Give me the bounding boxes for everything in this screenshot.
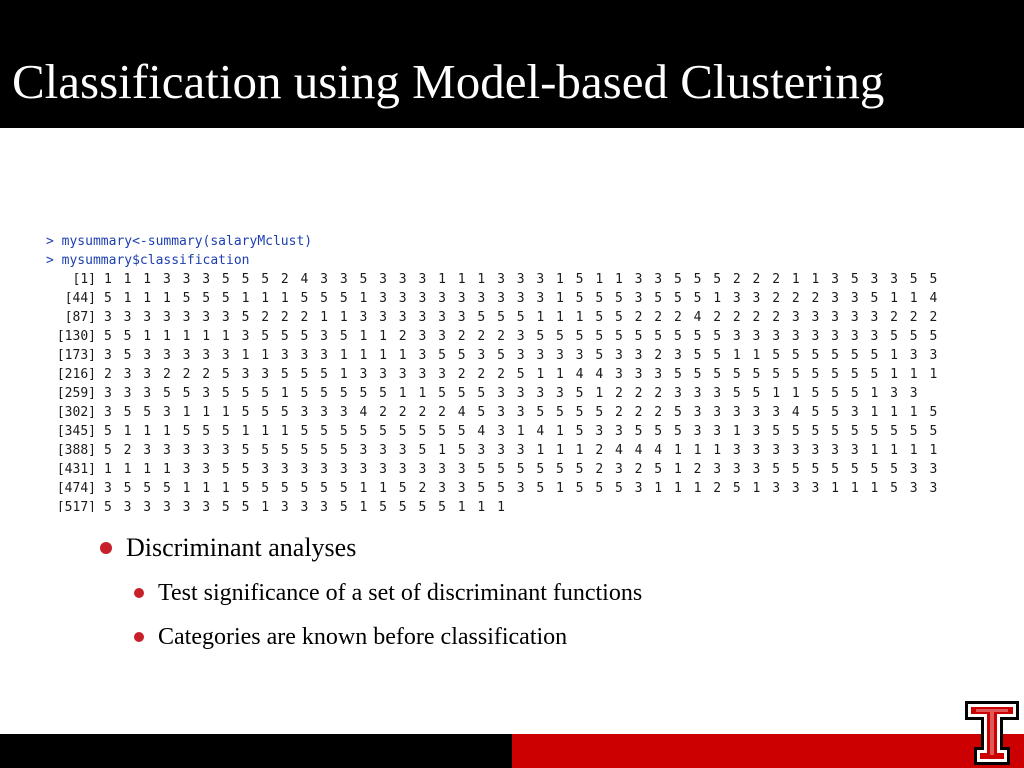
row-index: [259] (56, 386, 96, 401)
row-values: 1 1 1 3 3 3 5 5 5 2 4 3 3 5 3 3 3 1 1 1 3 3 3 1 5 1 1 3 3 5 5 5 2 2 2 1 1 3 5 3 3 5 5 (104, 272, 938, 287)
console-row (46, 327, 966, 346)
console-row (46, 498, 966, 512)
row-index: [130] (56, 329, 96, 344)
console-row (46, 289, 966, 308)
bullet-list (100, 530, 980, 654)
bullet-text: Discriminant analyses (126, 533, 357, 562)
console-row (46, 270, 966, 289)
row-values: 2 3 3 2 2 2 5 3 3 5 5 5 1 3 3 3 3 3 2 2 2 5 1 1 4 4 3 3 3 5 5 5 5 5 5 5 5 5 5 5 1 1 1 (104, 367, 938, 382)
bullet-item (100, 530, 980, 566)
slide-title: Classification using Model-based Clustering (12, 54, 885, 109)
bullet-dot-icon (100, 542, 112, 554)
console-row (46, 346, 966, 365)
sub-bullet-text: Categories are known before classification (158, 624, 568, 650)
row-values: 5 1 1 1 5 5 5 1 1 1 5 5 5 1 3 3 3 3 3 3 3 3 3 1 5 5 5 3 5 5 5 1 3 3 2 2 2 3 3 5 1 1 4 (104, 291, 938, 306)
title-bar (0, 0, 1024, 128)
bullet-dot-icon (134, 632, 144, 642)
console-row (46, 422, 966, 441)
row-values: 3 3 3 5 5 3 5 5 5 1 5 5 5 5 5 1 1 5 5 5 3 3 3 3 5 1 2 2 2 3 3 3 5 5 1 1 5 5 5 1 3 3 (104, 386, 918, 401)
console-row (46, 384, 966, 403)
console-row (46, 460, 966, 479)
footer-band-right (512, 734, 1024, 768)
console-row (46, 479, 966, 498)
console-row (46, 403, 966, 422)
console-command: > mysummary$classification (46, 253, 250, 268)
row-index: [302] (56, 405, 96, 420)
sub-bullet-item (134, 576, 980, 610)
row-index: [216] (56, 367, 96, 382)
row-values: 5 1 1 1 5 5 5 1 1 1 5 5 5 5 5 5 5 5 5 4 3 1 4 1 5 3 3 5 5 5 3 3 1 3 5 5 5 5 5 5 5 5 5 (104, 424, 938, 439)
sub-bullet-item (134, 620, 980, 654)
row-index: [87] (64, 310, 96, 325)
row-index: [388] (56, 443, 96, 458)
console-command: > mysummary<-summary(salaryMclust) (46, 234, 313, 249)
row-values: 5 2 3 3 3 3 3 5 5 5 5 5 5 3 3 3 5 1 5 3 3 3 1 1 1 2 4 4 4 1 1 1 3 3 3 3 3 3 3 1 1 1 1 (104, 443, 938, 458)
row-values: 5 5 1 1 1 1 1 3 5 5 5 3 5 1 1 2 3 3 2 2 2 3 5 5 5 5 5 5 5 5 5 5 3 3 3 3 3 3 3 3 5 5 5 (104, 329, 938, 344)
row-index: [1] (72, 272, 96, 287)
row-index: [44] (64, 291, 96, 306)
row-values: 3 5 5 5 1 1 1 5 5 5 5 5 5 1 1 5 2 3 3 5 5 3 5 1 5 5 5 3 1 1 1 2 5 1 3 3 3 1 1 1 5 3 3 (104, 481, 938, 496)
row-index: [345] (56, 424, 96, 439)
row-index: [431] (56, 462, 96, 477)
double-t-logo-icon (964, 700, 1020, 766)
row-values: 3 3 3 3 3 3 3 5 2 2 2 1 1 3 3 3 3 3 3 5 5 5 1 1 1 5 5 2 2 2 4 2 2 2 2 3 3 3 3 3 2 2 2 (104, 310, 938, 325)
console-row (46, 308, 966, 327)
row-index: [474] (56, 481, 96, 496)
sub-bullet-text: Test significance of a set of discriminant functions (158, 580, 643, 606)
console-row (46, 441, 966, 460)
bullet-dot-icon (134, 588, 144, 598)
row-values: 3 5 3 3 3 3 3 1 1 3 3 3 1 1 1 1 3 5 5 3 5 3 3 3 3 5 3 3 2 3 5 5 1 1 5 5 5 5 5 5 1 3 3 (104, 348, 938, 363)
footer-band-left (0, 734, 512, 768)
r-console-output (46, 232, 966, 512)
row-index: [173] (56, 348, 96, 363)
row-index: [517] (56, 500, 96, 512)
row-values: 5 3 3 3 3 3 5 5 1 3 3 3 5 1 5 5 5 5 1 1 1 (104, 500, 505, 512)
row-values: 3 5 5 3 1 1 1 5 5 5 3 3 3 4 2 2 2 2 4 5 3 3 5 5 5 5 2 2 2 5 3 3 3 3 3 4 5 5 3 1 1 1 5 (104, 405, 938, 420)
console-row (46, 365, 966, 384)
row-values: 1 1 1 1 3 3 5 5 3 3 3 3 3 3 3 3 3 3 3 5 5 5 5 5 5 2 3 2 5 1 2 3 3 3 5 5 5 5 5 5 5 3 3 (104, 462, 938, 477)
